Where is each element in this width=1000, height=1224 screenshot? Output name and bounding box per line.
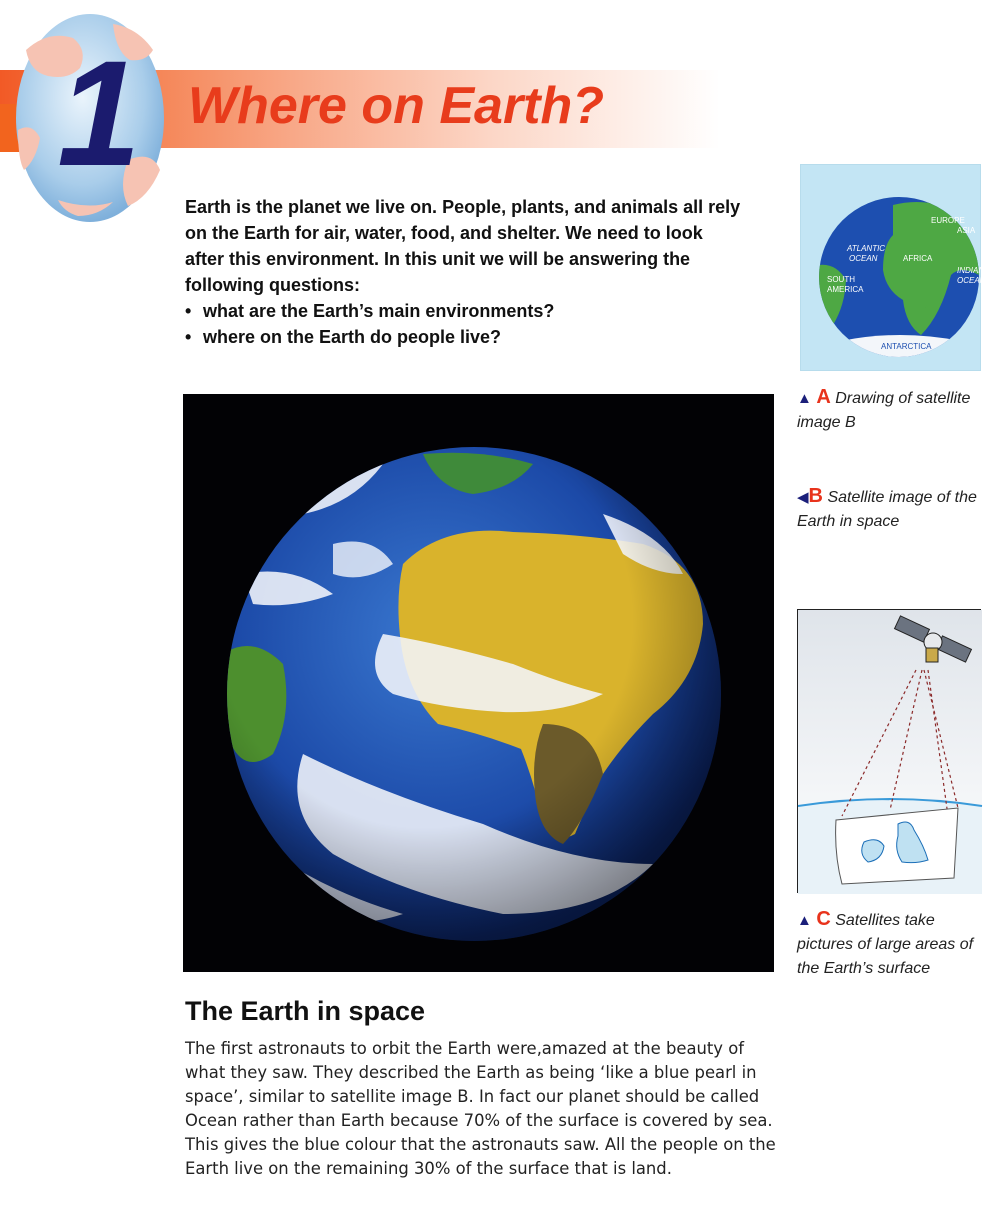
- satellite-image-b: [183, 394, 774, 972]
- caption-letter: A: [816, 386, 831, 408]
- map-label-atlantic-1: ATLANTIC: [847, 244, 886, 253]
- map-label-atlantic-2: OCEAN: [849, 254, 878, 263]
- caption-marker-icon: ▲: [797, 390, 812, 407]
- intro-block: [185, 194, 745, 350]
- figure-a-map: [800, 164, 986, 371]
- satellite-diagram: [798, 610, 982, 894]
- bullet: •: [185, 301, 192, 321]
- caption-marker-icon: ◀: [797, 489, 809, 506]
- question-list: [185, 298, 745, 350]
- map-label-south-america-1: SOUTH: [827, 275, 855, 284]
- caption-letter: B: [808, 485, 823, 507]
- map-label-indian-2: OCEAN: [957, 276, 986, 285]
- earth-map-drawing: [801, 165, 986, 372]
- bullet: •: [185, 327, 192, 347]
- caption-text: Satellites take pictures of large areas of the Earth’s surface: [797, 912, 974, 977]
- map-label-africa: AFRICA: [903, 254, 933, 263]
- caption-c: [797, 907, 992, 981]
- map-label-indian-1: INDIAN: [957, 266, 985, 275]
- map-label-antarctica: ANTARCTICA: [881, 342, 932, 351]
- question-item: [185, 298, 745, 324]
- section-body: The first astronauts to orbit the Earth were‚amazed at the beauty of what they saw. They described the Earth as being ‘like a blue pearl in space’, similar to satellite image B. In fact our planet should be called Ocean rather than Earth because 70% of the surface is covered by sea. This gives the blue colour that the astronauts saw. All the people on the Earth live on the remaining 30% of the surface that is land.: [185, 1039, 776, 1178]
- earth-photo: [183, 394, 774, 972]
- map-label-south-america-2: AMERICA: [827, 285, 864, 294]
- caption-b: [797, 484, 992, 534]
- caption-letter: C: [816, 908, 831, 930]
- question-item: [185, 324, 745, 350]
- caption-text: Drawing of satellite image B: [797, 390, 971, 431]
- map-label-europe: EUROPE: [931, 216, 965, 225]
- section-heading: The Earth in space: [185, 996, 426, 1026]
- question-text: where on the Earth do people live?: [203, 327, 502, 347]
- intro-paragraph: Earth is the planet we live on. People, plants, and animals all rely on the Earth for air, water, food, and shelter. We need to look after this environment. In this unit we will be answering the following questions:: [185, 197, 741, 295]
- caption-text: Satellite image of the Earth in space: [797, 489, 977, 530]
- caption-a: [797, 385, 992, 435]
- map-label-asia: ASIA: [957, 226, 976, 235]
- caption-marker-icon: ▲: [797, 912, 812, 929]
- question-text: what are the Earth’s main environments?: [203, 301, 555, 321]
- page-title: Where on Earth?: [188, 77, 605, 135]
- figure-c-satellite-diagram: [797, 609, 981, 893]
- unit-number: 1: [57, 29, 137, 197]
